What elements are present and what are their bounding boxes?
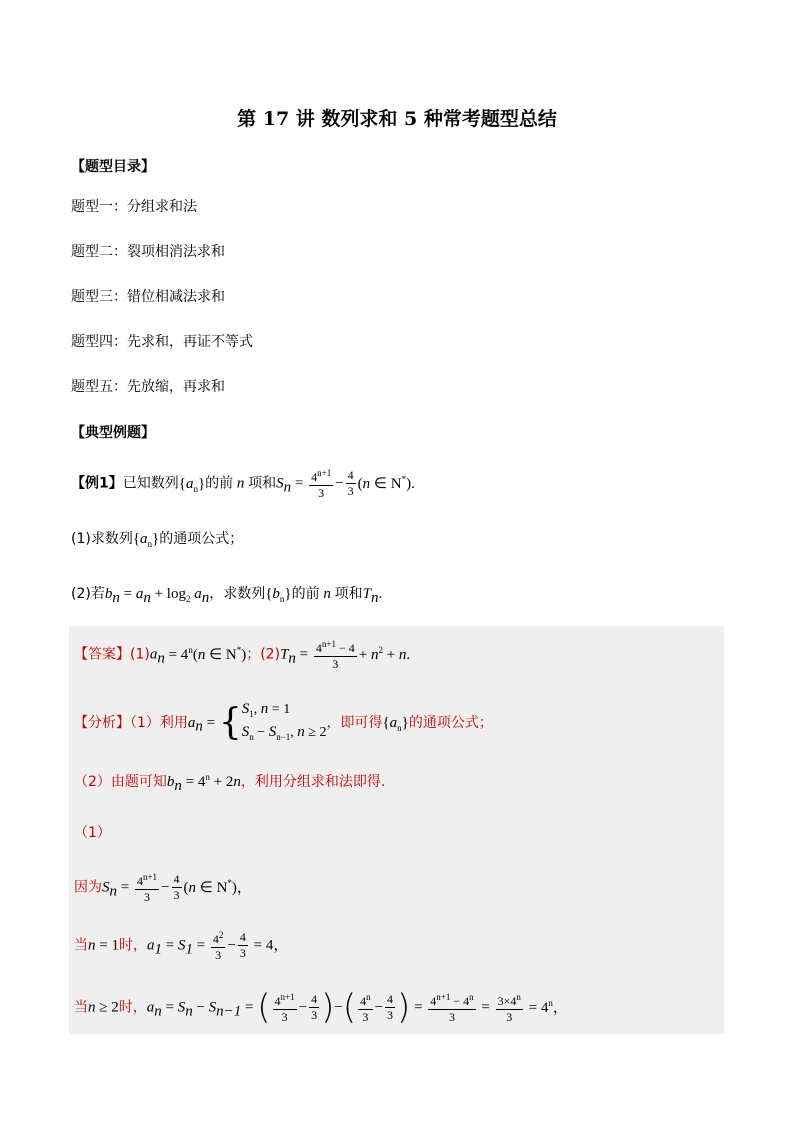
- catalog-item: 题型二：裂项相消法求和: [71, 244, 225, 260]
- example-label: 【例1】: [71, 475, 123, 492]
- solution-line-3: 当n ≥ 2时，$a_n = S_n - S_{n-1}$ = ( $\frac{4^{n+1}}{3}$ − $\frac{4}{3}$ )−( $\frac{4^n}{3}$ − $\frac{4}{3}$ ) = $\frac{4^{n+1} - 4^n}{3}$ = $\frac{3\times 4^n}{3}$ = $4^n$，: [74, 987, 568, 1028]
- answer-box: [69, 626, 724, 1034]
- answer-line: 【答案】$(1)a_n = 4^n(n$ ∈ N*)；$(2)T_n$ = $\frac{4^{n+1} - 4}{3}$ + $n^2 + n$.: [74, 639, 411, 671]
- example-statement: 【例1】已知数列$\{a_n\}$的前 n 项和$S_n$ = $\frac{4^{n+1}}{3}$ − $\frac{4}{3}$ (n ∈ N*).: [71, 468, 415, 500]
- catalog-item: 题型五：先放缩，再求和: [71, 379, 225, 395]
- question-2: (2)若$b_n = a_n + \log_2 a_n$，求数列$\{b_n\}$的前 n 项和$T_n$.: [71, 586, 383, 606]
- solution-line-1: 因为$S_n$ = $\frac{4^{n+1}}{3}$ − $\frac{4}{3}$ (n ∈ N*)，: [74, 872, 252, 904]
- solution-line-2: 当n = 1时，$a_1 = S_1$ = $\frac{4^2}{3}$ − $\frac{4}{3}$ = 4，: [74, 930, 289, 962]
- page-title: 第 17 讲 数列求和 5 种常考题型总结: [237, 108, 557, 130]
- examples-heading: 【典型例题】: [71, 425, 155, 441]
- question-1: (1)求数列$\{a_n\}$的通项公式；: [71, 531, 244, 549]
- catalog-heading: 【题型目录】: [71, 159, 155, 175]
- analysis-line-1: 【分析】（1）利用$a_n$ = { $S_1$, n = 1 $S_n - S_{n-1}$, n ≥ 2 ，即可得$\{a_n\}$的通项公式；: [74, 701, 493, 743]
- catalog-item: 题型三：错位相减法求和: [71, 289, 225, 305]
- catalog-item: 题型四：先求和，再证不等式: [71, 334, 253, 350]
- analysis-line-2: （2）由题可知$b_n = 4^n + 2n$，利用分组求和法即得.: [74, 772, 386, 794]
- catalog-item: 题型一：分组求和法: [71, 199, 197, 215]
- solution-part-1: （1）: [74, 825, 111, 841]
